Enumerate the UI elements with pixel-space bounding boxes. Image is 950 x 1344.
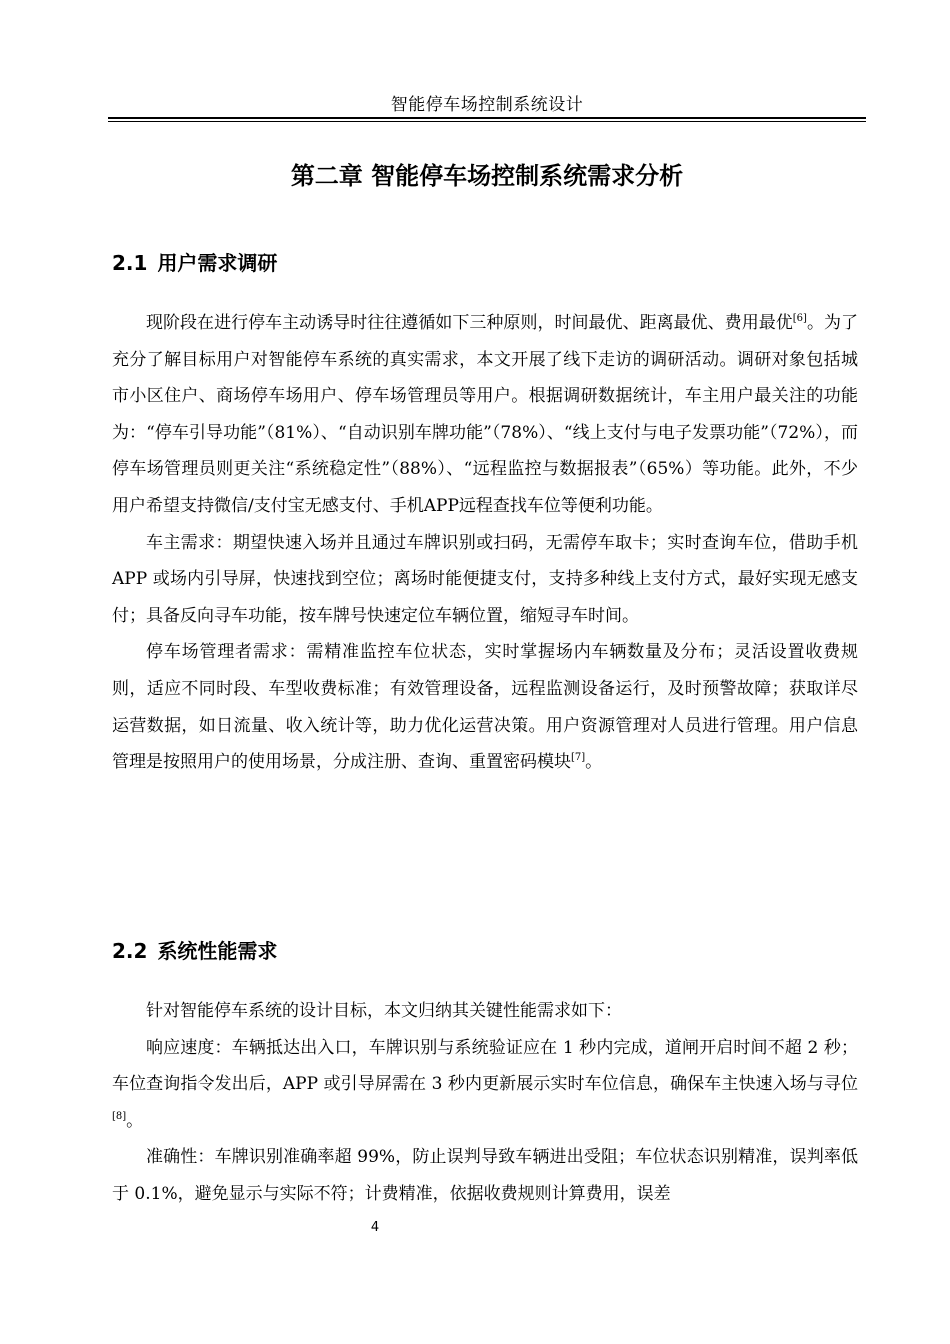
citation: [6]: [792, 313, 807, 324]
paragraph-text: 。: [126, 1110, 144, 1131]
paragraph: [112, 305, 858, 525]
page-number: 4: [370, 1220, 380, 1235]
paragraph-text: 。: [585, 752, 603, 773]
paragraph-text: 响应速度：车辆抵达出入口，车牌识别与系统验证应在 1 秒内完成，道闸开启时间不超 2 秒；车位查询指令发出后，APP 或引导屏需在 3 秒内更新展示实时车位信息，确保车主快速入场与寻位: [112, 1037, 858, 1095]
chapter-title: 第二章 智能停车场控制系统需求分析: [290, 162, 684, 190]
section-title: 系统性能需求: [157, 939, 278, 963]
citation: [8]: [112, 1110, 127, 1122]
section-2-2-body: [112, 993, 858, 1213]
paragraph: [112, 634, 858, 780]
header-rule-thick: [108, 117, 866, 119]
running-header: 智能停车场控制系统设计: [390, 95, 584, 115]
section-heading-2-2: [112, 935, 277, 964]
section-heading-2-1: [112, 247, 277, 276]
section-number: 2.1: [112, 251, 148, 275]
citation: [7]: [571, 752, 586, 764]
paragraph: [112, 1030, 858, 1140]
header-rule-thin: [108, 121, 866, 122]
paragraph: 针对智能停车系统的设计目标，本文归纳其关键性能需求如下：: [146, 1001, 622, 1021]
paragraph-text: 停车场管理者需求：需精准监控车位状态，实时掌握场内车辆数量及分布；灵活设置收费规则，适应不同时段、车型收费标准；有效管理设备，远程监测设备运行，及时预警故障；获取详尽运营数据，如日流量、收入统计等，助力优化运营决策。用户资源管理对人员进行管理。用户信息管理是按照用户的使用场景，分成注册、查询、重置密码模块: [112, 642, 858, 773]
paragraph-text: 。为了充分了解目标用户对智能停车系统的真实需求，本文开展了线下走访的调研活动。调研对象包括城市小区住户、商场停车场用户、停车场管理员等用户。根据调研数据统计，车主用户最关注的功能为：“停车引导功能”（81%）、“自动识别车牌功能”（78%）、“线上支付与电子发票功能”（72%），而停车场管理员则更关注“系统稳定性”（88%）、“远程监控与数据报表”（65%）等功能。此外，不少用户希望支持微信/支付宝无感支付、手机APP远程查找车位等便利功能。: [112, 313, 858, 516]
section-2-1-body: [112, 305, 858, 781]
paragraph: 车主需求：期望快速入场并且通过车牌识别或扫码，无需停车取卡；实时查询车位，借助手机 APP 或场内引导屏，快速找到空位；离场时能便捷支付，支持多种线上支付方式，最好实现无感支付；具备反向寻车功能，按车牌号快速定位车辆位置，缩短寻车时间。: [112, 532, 858, 626]
paragraph-text: 现阶段在进行停车主动诱导时往往遵循如下三种原则，时间最优、距离最优、费用最优: [146, 313, 793, 333]
section-number: 2.2: [112, 939, 148, 963]
section-title: 用户需求调研: [157, 251, 278, 275]
paragraph: 准确性：车牌识别准确率超 99%，防止误判导致车辆进出受阻；车位状态识别精准，误判率低于 0.1%，避免显示与实际不符；计费精准，依据收费规则计算费用，误差: [112, 1147, 858, 1204]
